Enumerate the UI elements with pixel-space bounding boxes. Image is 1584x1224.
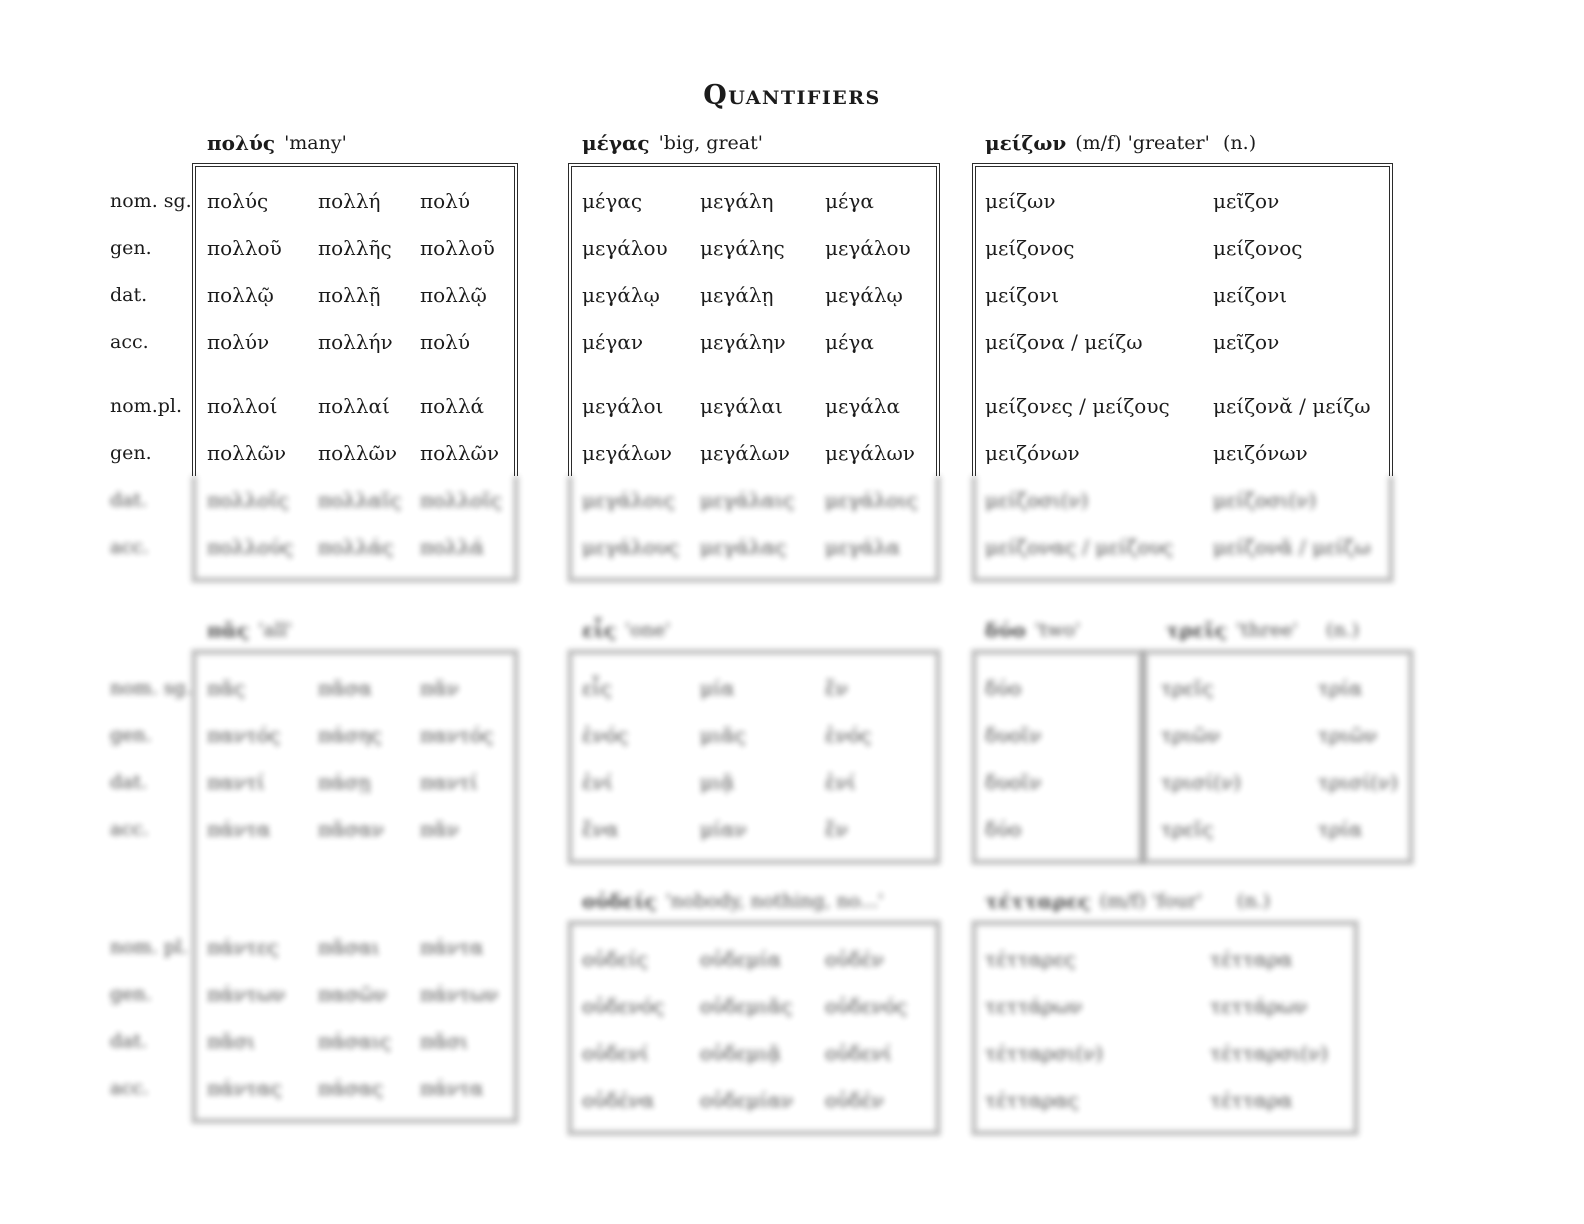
neuter-label: (n.) [1223,132,1257,154]
numeral-headers [972,615,1397,650]
cell: δύο [985,675,1022,700]
cell: μεγάλου [825,235,911,260]
declension-box-blurred [972,476,1393,582]
cell: πολλαῖς [318,487,402,512]
row-label: dat. [110,488,148,511]
singular-block [572,177,936,365]
cell: μείζονας / μείζους [985,534,1173,559]
table-row [110,970,192,1017]
headword: οὐδείς [582,889,657,913]
table-row [110,805,192,852]
cell: δυοῖν [985,769,1042,794]
table-row [976,664,1139,711]
table-row [976,429,1389,476]
cell: πολλήν [318,329,393,354]
singular-labels [110,177,192,365]
gloss: 'nobody, nothing, no...' [665,890,884,912]
table-row [1147,664,1409,711]
cell: πολλῶν [318,440,398,465]
table-header-pas [192,615,518,645]
table-header-megas [568,128,940,158]
row-label: acc. [110,535,149,558]
cell: πᾶν [420,816,459,841]
declension-box [192,650,518,1123]
cell: μεγάλῃ [700,282,774,307]
table-row [196,271,514,318]
table-row [196,429,514,476]
table-row [110,758,192,805]
cell: μέγα [825,329,874,354]
table-header-tettares [972,886,1397,916]
table-row [572,758,936,805]
table-row [976,382,1389,429]
gloss: 'all' [258,619,293,641]
cell: δυοῖν [985,722,1042,747]
cell: πολλά [420,393,485,418]
cell: τεττάρων [985,993,1083,1018]
cell: πολύν [207,329,270,354]
cell: πάσης [318,722,382,747]
cell: πάντα [207,816,271,841]
cell: πολλαί [318,393,390,418]
headword: τρεῖς [1166,618,1227,642]
cell: εἷς [582,675,612,700]
cell: πᾶσαν [318,816,384,841]
row-label: acc. [110,330,149,353]
cell: οὐδενός [825,993,908,1018]
cell: ἑνί [582,769,613,794]
cell: μεγάλων [700,440,790,465]
cell: μεῖζον [1213,329,1280,354]
singular-block [976,177,1389,365]
cell: πολλοί [207,393,278,418]
table-row [110,664,192,711]
cell: τέτταρες [985,946,1076,971]
table-row [976,758,1139,805]
cell: μεγάλης [700,235,785,260]
table-row [110,523,192,570]
cell: πολύ [420,329,471,354]
cell: τρισί(ν) [1318,769,1398,794]
cell: μεγάλη [700,188,774,213]
table-row [572,476,936,523]
cell: πάσῃ [318,769,371,794]
row-label: dat. [110,1029,148,1052]
row-label: nom. sg. [110,189,192,212]
plural-block [196,923,514,1111]
cell: παντί [420,769,478,794]
table-row [196,476,514,523]
row-label: nom.pl. [110,394,183,417]
table-row [110,382,192,429]
table-row [196,923,514,970]
table-row [1147,805,1409,852]
neuter-label: (n.) [1326,619,1360,641]
neuter-label: (n.) [1237,890,1271,912]
cell: μείζονα / μείζω [985,329,1143,354]
headword: μέγας [582,131,650,155]
row-label: acc. [110,817,149,840]
cell: πάντες [207,934,279,959]
cell: τριῶν [1161,722,1221,747]
table-row [572,1076,936,1123]
plural-labels-blurred [110,476,192,570]
page-title: Quantifiers [703,80,881,111]
cell: οὐδείς [582,946,648,971]
cell: μεγάλοις [825,487,918,512]
cell: ἑνός [582,722,629,747]
table-oudeis [568,921,940,1135]
cell: μία [700,675,735,700]
cell: οὐδέν [825,1087,884,1112]
table-row [572,805,936,852]
cell: τρεῖς [1161,675,1214,700]
cell: οὐδένα [582,1087,655,1112]
table-row [196,970,514,1017]
headword: πολύς [207,131,276,155]
table-row [196,318,514,365]
cell: οὐδενί [825,1040,892,1065]
plural-block [976,382,1389,476]
table-header-dyo [972,615,1148,645]
table-row [572,318,936,365]
table-tettares [972,921,1358,1135]
table-row [976,318,1389,365]
cell: πολλοῦ [207,235,282,260]
table-pas [192,615,518,1123]
cell: πολλῶν [420,440,500,465]
cell: μείζονος [985,235,1075,260]
gloss: 'two' [1034,619,1081,641]
label-spacer [110,128,192,177]
declension-box [192,163,518,476]
table-row [976,177,1389,224]
cell: πᾶσαι [318,934,380,959]
cell: πᾶσα [318,675,372,700]
quantifier-tables-bottom [110,615,1397,1135]
cell: μείζων [985,188,1056,213]
table-header-oudeis [568,886,940,916]
cell: πολλάς [318,534,394,559]
table-row [196,224,514,271]
right-column [972,615,1397,1135]
table-header-meizon [972,128,1393,158]
table-row [196,382,514,429]
cell: τριῶν [1318,722,1378,747]
cell: μεγάλων [825,440,915,465]
cell: ἕν [825,816,848,841]
cell: παντός [420,722,494,747]
table-megas [568,128,940,582]
headword: δύο [985,618,1026,642]
declension-box [568,163,940,476]
table-row [196,523,514,570]
cell: παντί [207,769,265,794]
cell: πολλούς [207,534,293,559]
cell: μέγας [582,188,643,213]
cell: πάντα [420,934,484,959]
table-row [572,711,936,758]
table-row [110,224,192,271]
gloss: 'big, great' [658,132,763,154]
table-row [110,923,192,970]
declension-box-blurred [568,476,940,582]
table-row [976,1076,1354,1123]
row-label: gen. [110,236,152,259]
numeral-boxes [972,650,1397,864]
cell: μεγάλα [825,534,900,559]
cell: πᾶσι [207,1028,256,1053]
table-row [572,523,936,570]
cell: μίαν [700,816,747,841]
cell: μεγάλου [582,235,668,260]
plural-labels [110,923,192,1111]
cell: πᾶς [207,675,245,700]
cell: πολλή [318,188,381,213]
table-row [572,664,936,711]
cell: οὐδεμιᾷ [700,1040,781,1065]
cell: δύο [985,816,1022,841]
table-row [1147,758,1409,805]
cell: μείζονᾰ / μείζω [1213,534,1371,559]
cell: μειζόνων [1213,440,1308,465]
plural-block [196,382,514,476]
quantifier-tables-top [110,128,1393,582]
headword: εἷς [582,618,617,642]
cell: πάντα [420,1075,484,1100]
cell: μείζοσι(ν) [985,487,1089,512]
table-row [976,982,1354,1029]
row-label: acc. [110,1076,149,1099]
row-label-column-bottom [110,615,192,1111]
table-row [572,271,936,318]
table-row [976,805,1139,852]
table-row [976,224,1389,271]
cell: οὐδεμία [700,946,781,971]
table-meizon [972,128,1393,582]
cell: μεγάλαι [700,393,783,418]
table-row [572,935,936,982]
table-row [110,271,192,318]
table-header-treis [1148,615,1428,645]
cell: πολλοῖς [207,487,289,512]
cell: τέτταρα [1210,946,1293,971]
declension-box-blurred [192,476,518,582]
row-label: gen. [110,982,152,1005]
declension-box [972,163,1393,476]
cell: πολλῶν [207,440,287,465]
row-label: gen. [110,441,152,464]
headword: μείζων [985,131,1067,155]
cell: πολύς [207,188,269,213]
cell: ἑνί [825,769,856,794]
table-row [110,429,192,476]
table-row [572,224,936,271]
table-header-polys [192,128,518,158]
cell: οὐδενί [582,1040,649,1065]
table-row [572,382,936,429]
table-row [196,664,514,711]
cell: πάντων [420,981,499,1006]
cell: τέτταρσι(ν) [1210,1040,1329,1065]
cell: τρία [1318,675,1363,700]
table-row [572,177,936,224]
table-dyo [972,650,1143,864]
cell: μιᾷ [700,769,735,794]
cell: πολλῇ [318,282,381,307]
cell: μέγα [825,188,874,213]
table-polys [192,128,518,582]
cell: μεγάλῳ [825,282,903,307]
cell: μεγάλην [700,329,786,354]
cell: μείζονες / μείζους [985,393,1170,418]
cell: μείζονι [985,282,1060,307]
cell: πᾶσι [420,1028,469,1053]
headword: τέτταρες [985,889,1091,913]
table-row [110,711,192,758]
row-label-column-top [110,128,192,570]
cell: πάσας [318,1075,384,1100]
cell: πάντας [207,1075,282,1100]
plural-block [572,382,936,476]
cell: παντός [207,722,281,747]
table-row [196,1064,514,1111]
table-row [196,758,514,805]
cell: πάντων [207,981,286,1006]
headword: πᾶς [207,618,250,642]
singular-block [196,664,514,852]
table-row [196,711,514,758]
cell: τέτταρας [985,1087,1079,1112]
gloss: 'many' [284,132,347,154]
cell: πολλά [420,534,485,559]
table-row [976,711,1139,758]
row-label: nom. sg. [110,676,192,699]
label-spacer [110,615,192,664]
plural-labels [110,382,192,476]
table-row [572,1029,936,1076]
cell: μεγάλα [825,393,900,418]
cell: μιᾶς [700,722,746,747]
table-row [976,271,1389,318]
row-label: dat. [110,770,148,793]
table-row [110,1064,192,1111]
table-row [110,1017,192,1064]
cell: πολλῷ [420,282,487,307]
table-row [572,982,936,1029]
cell: μείζονος [1213,235,1303,260]
table-row [976,1029,1354,1076]
row-label: nom. pl. [110,935,189,958]
cell: οὐδεμίαν [700,1087,794,1112]
row-label: dat. [110,283,148,306]
table-treis [1143,650,1413,864]
table-row [976,523,1389,570]
gloss: (m/f) 'four' [1099,890,1203,912]
cell: τεττάρων [1210,993,1308,1018]
table-row [196,1017,514,1064]
cell: πολλῆς [318,235,392,260]
cell: ἕν [825,675,848,700]
cell: οὐδεμιᾶς [700,993,793,1018]
cell: μείζονι [1213,282,1288,307]
cell: μείζοσι(ν) [1213,487,1317,512]
cell: μεγάλοις [582,487,675,512]
singular-labels [110,664,192,852]
cell: ἕνα [582,816,619,841]
cell: πολλῷ [207,282,274,307]
cell: πᾶν [420,675,459,700]
table-row [976,935,1354,982]
cell: πολλοῦ [420,235,495,260]
middle-column [568,615,940,1135]
cell: οὐδέν [825,946,884,971]
cell: μεῖζον [1213,188,1280,213]
cell: μεγάλας [700,534,787,559]
cell: οὐδενός [582,993,665,1018]
cell: μειζόνων [985,440,1080,465]
gloss: 'three' [1235,619,1298,641]
cell: πολύ [420,188,471,213]
table-row [976,476,1389,523]
table-row [110,318,192,365]
cell: μεγάλαις [700,487,795,512]
cell: τρία [1318,816,1363,841]
cell: τέτταρσι(ν) [985,1040,1104,1065]
cell: μεγάλῳ [582,282,660,307]
gloss: (m/f) 'greater' [1075,132,1210,154]
table-header-heis [568,615,940,645]
cell: πολλοῖς [420,487,502,512]
row-label: gen. [110,723,152,746]
cell: μεγάλοι [582,393,664,418]
cell: μεγάλων [582,440,672,465]
cell: ἑνός [825,722,872,747]
cell: πασῶν [318,981,387,1006]
singular-block [196,177,514,365]
cell: τρεῖς [1161,816,1214,841]
cell: μείζονᾰ / μείζω [1213,393,1371,418]
table-row [196,805,514,852]
table-row [110,177,192,224]
cell: τρισί(ν) [1161,769,1241,794]
cell: μεγάλους [582,534,679,559]
table-row [196,177,514,224]
table-heis [568,650,940,864]
table-row [572,429,936,476]
cell: πάσαις [318,1028,391,1053]
cell: τέτταρα [1210,1087,1293,1112]
gloss: 'one' [625,619,671,641]
table-row [1147,711,1409,758]
table-row [110,476,192,523]
cell: μέγαν [582,329,643,354]
